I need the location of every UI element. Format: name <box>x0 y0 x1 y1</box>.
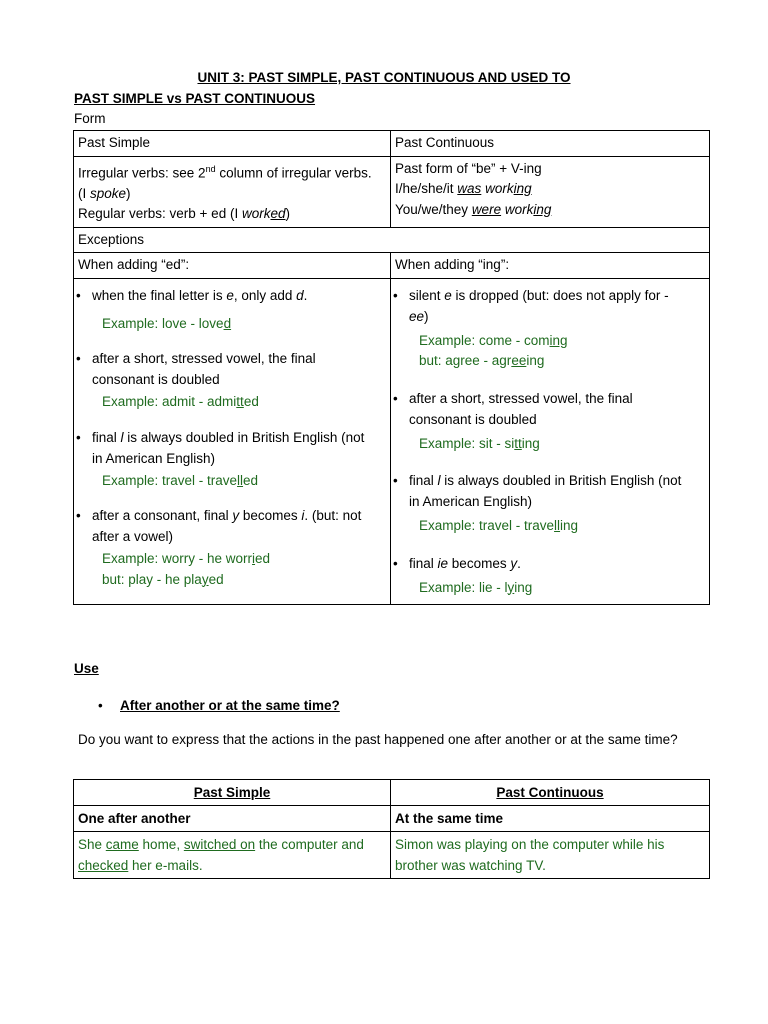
use-question-text: After another or at the same time? <box>120 698 340 713</box>
ing-rules <box>391 278 710 605</box>
list-item: • final l is always doubled in British English (not in American English) Example: travel - travelling <box>395 470 705 537</box>
bullet: • <box>98 698 103 713</box>
table-row <box>74 131 710 157</box>
table-row <box>74 278 710 605</box>
past-simple-example: She came home, switched on the computer and checked her e-mails. <box>74 832 391 879</box>
past-continuous-form: Past form of “be” + V-ing I/he/she/it was working You/we/they were working <box>391 156 710 227</box>
table-row <box>74 156 710 227</box>
list-item: • after a consonant, final y becomes i. (but: not after a vowel) Example: worry - he worried but: play - he played <box>78 505 386 590</box>
list-item: • final l is always doubled in British English (not in American English) Example: travel - travelled <box>78 427 386 492</box>
form-label: Form <box>74 111 106 126</box>
table-row <box>74 832 710 879</box>
table-row <box>74 227 710 253</box>
use-header-past-simple: Past Simple <box>74 780 391 806</box>
table-row <box>74 253 710 279</box>
sub-header-one-after-another: One after another <box>74 806 391 832</box>
past-continuous-example: Simon was playing on the computer while his brother was watching TV. <box>391 832 710 879</box>
sub-header-same-time: At the same time <box>391 806 710 832</box>
past-simple-form: Irregular verbs: see 2nd column of irregular verbs. (I spoke) Regular verbs: verb + ed (I worked) <box>74 156 391 227</box>
ed-rules <box>74 278 391 605</box>
ing-header: When adding “ing”: <box>391 253 710 279</box>
use-table <box>73 779 710 879</box>
list-item: • silent e is dropped (but: does not apply for - ee) Example: come - coming but: agree - agreeing <box>395 285 705 372</box>
table-row <box>74 780 710 806</box>
form-table <box>73 130 710 605</box>
header-past-continuous: Past Continuous <box>391 131 710 157</box>
use-description: Do you want to express that the actions in the past happened one after another or at the same time? <box>78 732 678 747</box>
list-item: • after a short, stressed vowel, the final consonant is doubled Example: sit - sitting <box>395 388 705 455</box>
list-item: • when the final letter is e, only add d. Example: love - loved <box>78 285 386 335</box>
use-header-past-continuous: Past Continuous <box>391 780 710 806</box>
header-past-simple: Past Simple <box>74 131 391 157</box>
exceptions-label: Exceptions <box>74 227 710 253</box>
list-item: • final ie becomes y. Example: lie - lying <box>395 553 705 599</box>
section-title: PAST SIMPLE vs PAST CONTINUOUS <box>74 91 316 106</box>
use-label: Use <box>74 661 99 676</box>
ed-header: When adding “ed”: <box>74 253 391 279</box>
table-row <box>74 806 710 832</box>
list-item: • after a short, stressed vowel, the final consonant is doubled Example: admit - admitted <box>78 348 386 413</box>
page-title: UNIT 3: PAST SIMPLE, PAST CONTINUOUS AND USED TO <box>197 70 571 85</box>
